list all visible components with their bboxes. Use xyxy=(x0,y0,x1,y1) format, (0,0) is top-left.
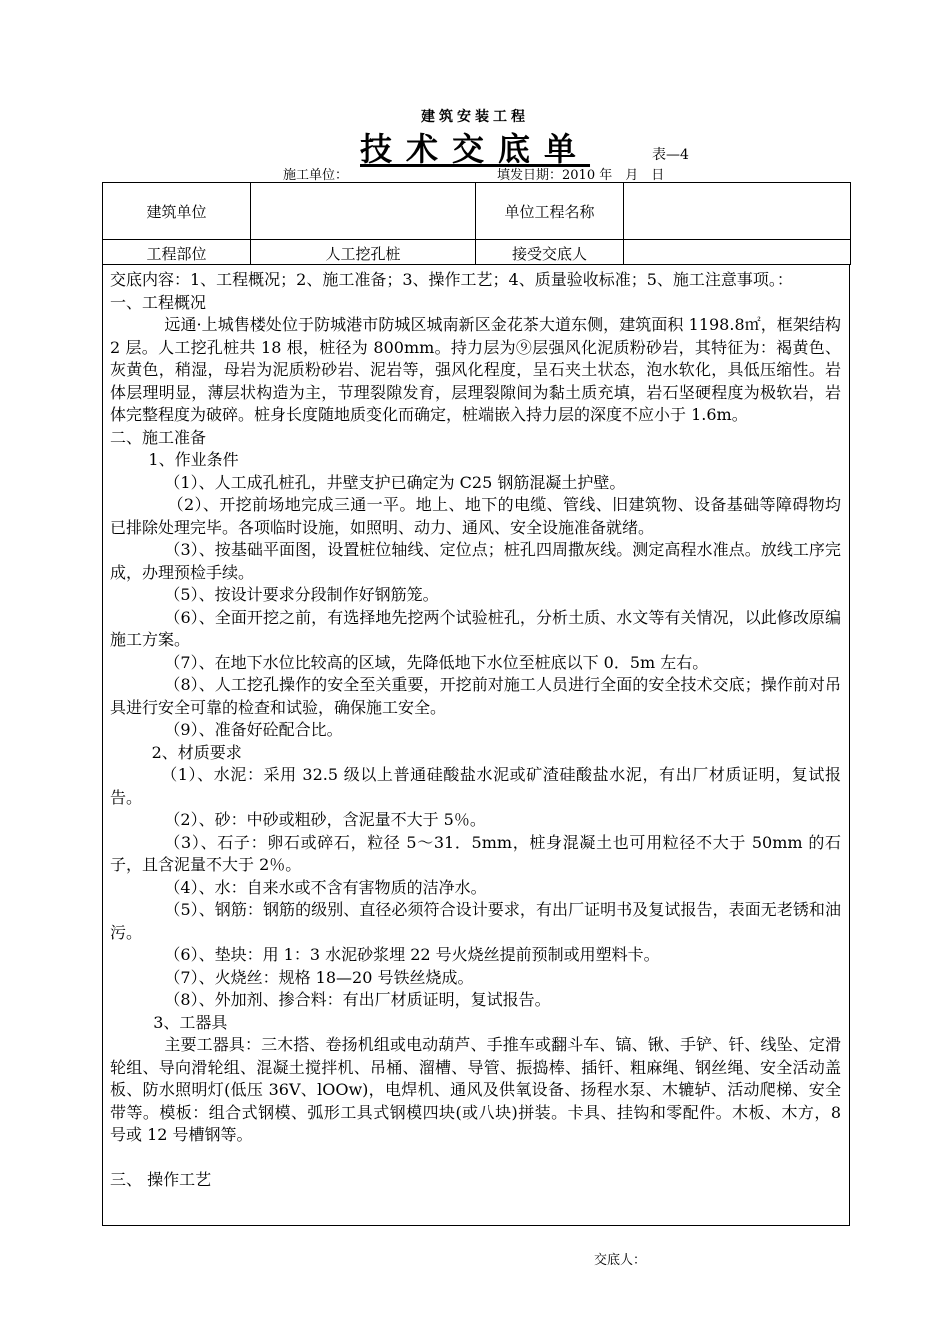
list-item: （2）、开挖前场地完成三通一平。地上、地下的电缆、管线、旧建筑物、设备基础等障碍物均已排除处理完毕。各项临时设施，如照明、动力、通风、安全设施准备就绪。 xyxy=(110,495,841,537)
subsection-2-3-title: 3、工器具 xyxy=(153,1012,228,1032)
list-item: （1）、水泥：采用 32.5 级以上普通硅酸盐水泥或矿渣硅酸盐水泥，有出厂材质证明，复试报告。 xyxy=(110,765,841,807)
project-name-value[interactable] xyxy=(624,183,851,240)
list-item: （1）、人工成孔桩孔，井壁支护已确定为 C25 钢筋混凝土护壁。 xyxy=(164,472,626,492)
header-row-1 xyxy=(103,183,851,240)
list-item: （5）、钢筋：钢筋的级别、直径必须符合设计要求，有出厂证明书及复试报告，表面无老锈和油污。 xyxy=(110,900,841,942)
list-item: （9）、准备好砼配合比。 xyxy=(164,720,343,739)
disclosure-content xyxy=(102,265,850,1226)
spacer xyxy=(110,1147,841,1169)
building-unit-label: 建筑单位 xyxy=(103,183,251,240)
list-item: （4）、水：自来水或不含有害物质的洁净水。 xyxy=(164,877,487,897)
list-item: （6）、全面开挖之前，有选择地先挖两个试验桩孔，分析土质、水文等有关情况，以此修改原编施工方案。 xyxy=(110,607,841,649)
list-item: （5）、按设计要求分段制作好钢筋笼。 xyxy=(164,585,439,604)
subsection-2-2-title: 2、材质要求 xyxy=(151,742,242,762)
section-2-title: 二、施工准备 xyxy=(110,427,207,447)
document-title: 技术交底单 xyxy=(360,130,591,168)
list-item: （8）、人工挖孔操作的安全至关重要，开挖前对施工人员进行全面的安全技术交底；操作前对吊具进行安全可靠的检查和试验，确保施工安全。 xyxy=(110,675,841,717)
list-item: （6）、垫块：用 1：3 水泥砂浆埋 22 号火烧丝提前预制或用塑料卡。 xyxy=(164,945,660,964)
building-unit-value[interactable] xyxy=(251,183,476,240)
section-value[interactable]: 人工挖孔桩 xyxy=(251,240,476,265)
section-1-text: 远通·上城售楼处位于防城港市防城区城南新区金花茶大道东侧，建筑面积 1198.8㎡，框架结构 2 层。人工挖孔桩共 18 根，桩径为 800mm。持力层为⑨层强风化泥质粉砂岩，其特征为：褐黄色、灰黄色，稍湿，母岩为泥质粉砂岩、泥岩等，强风化程度，呈石夹土状态，泡水软化，具低压缩性。岩体层理明显，薄层状构造为主，节理裂隙发育，层理裂隙间为黏土质充填，岩石坚硬程度为极软岩，岩体完整程度为破碎。桩身长度随地质变化而确定，桩端嵌入持力层的深度不应小于 1.6m。 xyxy=(110,315,841,424)
receiver-value[interactable] xyxy=(624,240,851,265)
list-item: （3）、石子：卵石或碎石，粒径 5～31．5mm，桩身混凝土也可用粒径不大于 50mm 的石子，且含泥量不大于 2％。 xyxy=(110,832,841,874)
subsection-2-1-title: 1、作业条件 xyxy=(148,450,239,469)
construction-unit-label: 施工单位： xyxy=(283,168,349,183)
section-1-title: 一、工程概况 xyxy=(110,292,207,312)
list-item: （8）、外加剂、掺合料：有出厂材质证明，复试报告。 xyxy=(164,990,551,1009)
header-table xyxy=(102,182,851,265)
list-item: （7）、火烧丝：规格 18—20 号铁丝烧成。 xyxy=(164,967,474,987)
list-item: （2）、砂：中砂或粗砂，含泥量不大于 5％。 xyxy=(164,810,486,829)
section-3-title: 三、 操作工艺 xyxy=(110,1169,212,1189)
project-name-label: 单位工程名称 xyxy=(476,183,624,240)
header-row-2 xyxy=(103,240,851,265)
list-item: （3）、按基础平面图，设置桩位轴线、定位点；桩孔四周撒灰线。测定高程水准点。放线工序完成，办理预检手续。 xyxy=(110,540,841,582)
fill-date: 填发日期：2010 年 月 日 xyxy=(497,168,665,183)
document-supertitle: 建筑安装工程 xyxy=(421,109,529,125)
tools-text: 主要工器具：三木搭、卷扬机组或电动葫芦、手推车或翻斗车、镐、锹、手铲、钎、线坠、定滑轮组、导向滑轮组、混凝土搅拌机、吊桶、溜槽、导管、振捣棒、插钎、粗麻绳、钢丝绳、安全活动盖板、防水照明灯(低压 36V、lOOw)，电焊机、通风及供氧设备、扬程水泵、木辘轳、活动爬梯、安全带等。模板：组合式钢模、弧形工具式钢模四块(或八块)拼装。卡具、挂钩和零配件。木板、木方，8 号或 12 号槽钢等。 xyxy=(110,1035,841,1144)
section-label: 工程部位 xyxy=(103,240,251,265)
signer-label: 交底人： xyxy=(594,1253,647,1268)
content-intro: 交底内容：1、工程概况；2、施工准备；3、操作工艺；4、质量验收标准；5、施工注意事项。： xyxy=(110,270,793,289)
form-number: 表—4 xyxy=(652,147,689,163)
receiver-label: 接受交底人 xyxy=(476,240,624,265)
list-item: （7）、在地下水位比较高的区域，先降低地下水位至桩底以下 0．5m 左右。 xyxy=(164,652,709,672)
